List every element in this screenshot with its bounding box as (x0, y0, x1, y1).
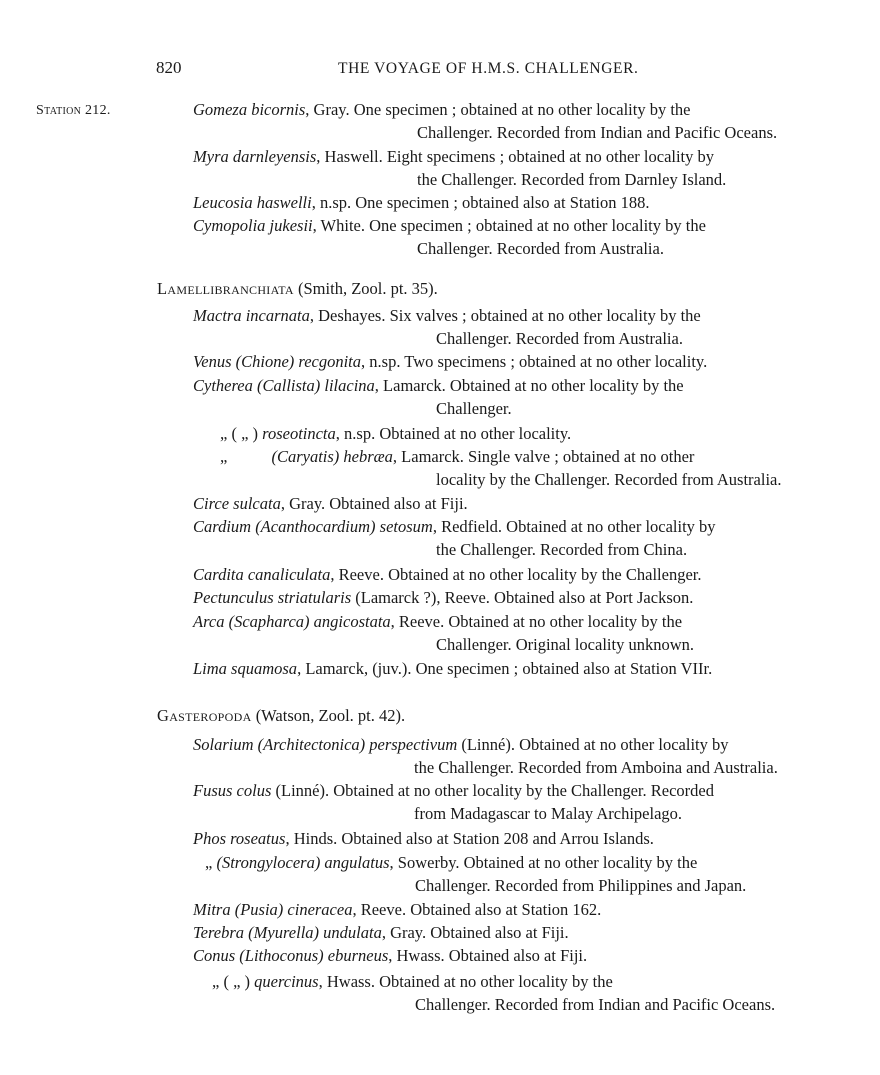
species-name: Pectunculus striatularis (193, 588, 352, 607)
entry-text: , Deshayes. Six valves ; obtained at no other locality by the (309, 306, 701, 325)
entry-continuation: Challenger. Original locality unknown. (436, 635, 694, 654)
species-name: (Caryatis) hebræa (271, 447, 393, 466)
entry-continuation: Challenger. Recorded from Australia. (436, 329, 683, 348)
species-name: Myra darnleyensis (193, 147, 317, 166)
entry-continuation: locality by the Challenger. Recorded from Australia. (436, 470, 782, 489)
entry-text: (Lamarck ?), Reeve. Obtained also at Port Jackson. (351, 588, 694, 607)
entry-continuation: Challenger. Recorded from Indian and Pacific Oceans. (417, 123, 778, 142)
species-name: (Strongylocera) angulatus (216, 853, 390, 872)
section-heading-gasteropoda: Gasteropoda (Watson, Zool. pt. 42). (157, 706, 406, 725)
species-name: Mactra incarnata (193, 306, 310, 325)
entry-terebra (193, 921, 569, 944)
entry-text: , Hinds. Obtained also at Station 208 and Arrou Islands. (285, 829, 654, 848)
species-name: Circe sulcata (193, 494, 281, 513)
species-name: Conus (Lithoconus) eburneus (193, 946, 389, 965)
species-name: Fusus colus (193, 781, 272, 800)
species-name: Solarium (Architectonica) perspectivum (193, 735, 458, 754)
entry-roseotincta (220, 422, 571, 445)
entry-text: , Reeve. Obtained also at Station 162. (352, 900, 602, 919)
entry-continuation: Challenger. (436, 399, 512, 418)
section-heading-lamellibranchiata: Lamellibranchiata (Smith, Zool. pt. 35). (157, 279, 438, 298)
entry-cytherea (193, 374, 684, 420)
species-name: Cymopolia jukesii (193, 216, 313, 235)
species-name: roseotincta (262, 424, 336, 443)
entry-text: , Reeve. Obtained at no other locality by the (390, 612, 683, 631)
species-name: Gomeza bicornis (193, 100, 306, 119)
entry-text: , Lamarck, (juv.). One specimen ; obtained also at Station VIIr. (297, 659, 713, 678)
entry-phos (193, 827, 654, 850)
species-name: quercinus (254, 972, 319, 991)
page-number: 820 (156, 58, 182, 77)
species-name: Venus (Chione) recgonita (193, 352, 362, 371)
entry-strongylocera (205, 851, 746, 897)
entry-text: (Linné). Obtained at no other locality by the Challenger. Recorded (271, 781, 714, 800)
entry-text: , Sowerby. Obtained at no other locality by the (389, 853, 698, 872)
species-name: Lima squamosa (193, 659, 298, 678)
entry-circe (193, 492, 468, 515)
entry-cardium (193, 515, 716, 561)
entry-text: , White. One specimen ; obtained at no other locality by the (312, 216, 706, 235)
species-name: Cardium (Acanthocardium) setosum (193, 517, 433, 536)
species-name: Phos roseatus (193, 829, 286, 848)
species-name: Cytherea (Callista) lilacina (193, 376, 375, 395)
entry-text: , n.sp. Obtained at no other locality. (335, 424, 572, 443)
entry-continuation: from Madagascar to Malay Archipelago. (414, 804, 683, 823)
entry-venus (193, 350, 707, 373)
ditto-marks: „ (205, 853, 213, 872)
ditto-marks: „ (220, 447, 228, 466)
species-name: Mitra (Pusia) cineracea (193, 900, 353, 919)
ditto-marks: „ ( „ ) (220, 424, 259, 443)
species-name: Cardita canaliculata (193, 565, 331, 584)
entry-text: , Gray. Obtained also at Fiji. (280, 494, 468, 513)
ditto-marks: „ ( „ ) (212, 972, 251, 991)
species-name: Arca (Scapharca) angicostata (193, 612, 391, 631)
entry-text: , Hwass. Obtained also at Fiji. (388, 946, 588, 965)
entry-text: , Hwass. Obtained at no other locality by the (318, 972, 613, 991)
species-name: Leucosia haswelli (193, 193, 312, 212)
entry-text: , Gray. Obtained also at Fiji. (381, 923, 569, 942)
entry-conus-eburneus (193, 944, 587, 967)
species-name: Terebra (Myurella) undulata (193, 923, 382, 942)
entry-text: , Lamarck. Obtained at no other locality by the (374, 376, 684, 395)
entry-conus-quercinus (212, 970, 775, 1016)
entry-hebraea (220, 445, 782, 491)
station-label: Station 212. (36, 103, 111, 118)
entry-text: (Linné). Obtained at no other locality by (457, 735, 729, 754)
entry-mitra (193, 898, 601, 921)
entry-cardita (193, 563, 701, 586)
entry-continuation: Challenger. Recorded from Indian and Pacific Oceans. (415, 995, 776, 1014)
entry-solarium (193, 733, 778, 779)
entry-text: , Haswell. Eight specimens ; obtained at no other locality by (316, 147, 715, 166)
entry-continuation: Challenger. Recorded from Philippines and Japan. (415, 876, 747, 895)
entry-fusus (193, 779, 714, 825)
entry-myra (193, 145, 726, 191)
entry-text: , Lamarck. Single valve ; obtained at no other (392, 447, 695, 466)
entry-cymopolia (193, 214, 706, 260)
entry-gomeza (193, 98, 777, 144)
entry-text: , Redfield. Obtained at no other locality by (432, 517, 716, 536)
entry-text: , Gray. One specimen ; obtained at no other locality by the (305, 100, 691, 119)
entry-continuation: the Challenger. Recorded from Darnley Island. (417, 170, 727, 189)
entry-pectunculus (193, 586, 693, 609)
entry-text: , Reeve. Obtained at no other locality by the Challenger. (330, 565, 702, 584)
entry-arca (193, 610, 694, 656)
entry-continuation: Challenger. Recorded from Australia. (417, 239, 664, 258)
entry-continuation: the Challenger. Recorded from China. (436, 540, 688, 559)
entry-text: , n.sp. Two specimens ; obtained at no other locality. (361, 352, 708, 371)
entry-continuation: the Challenger. Recorded from Amboina and Australia. (414, 758, 778, 777)
entry-leucosia (193, 191, 649, 214)
running-title: THE VOYAGE OF H.M.S. CHALLENGER. (338, 60, 639, 77)
entry-mactra (193, 304, 701, 350)
entry-text: , n.sp. One specimen ; obtained also at Station 188. (311, 193, 650, 212)
entry-lima (193, 657, 712, 680)
